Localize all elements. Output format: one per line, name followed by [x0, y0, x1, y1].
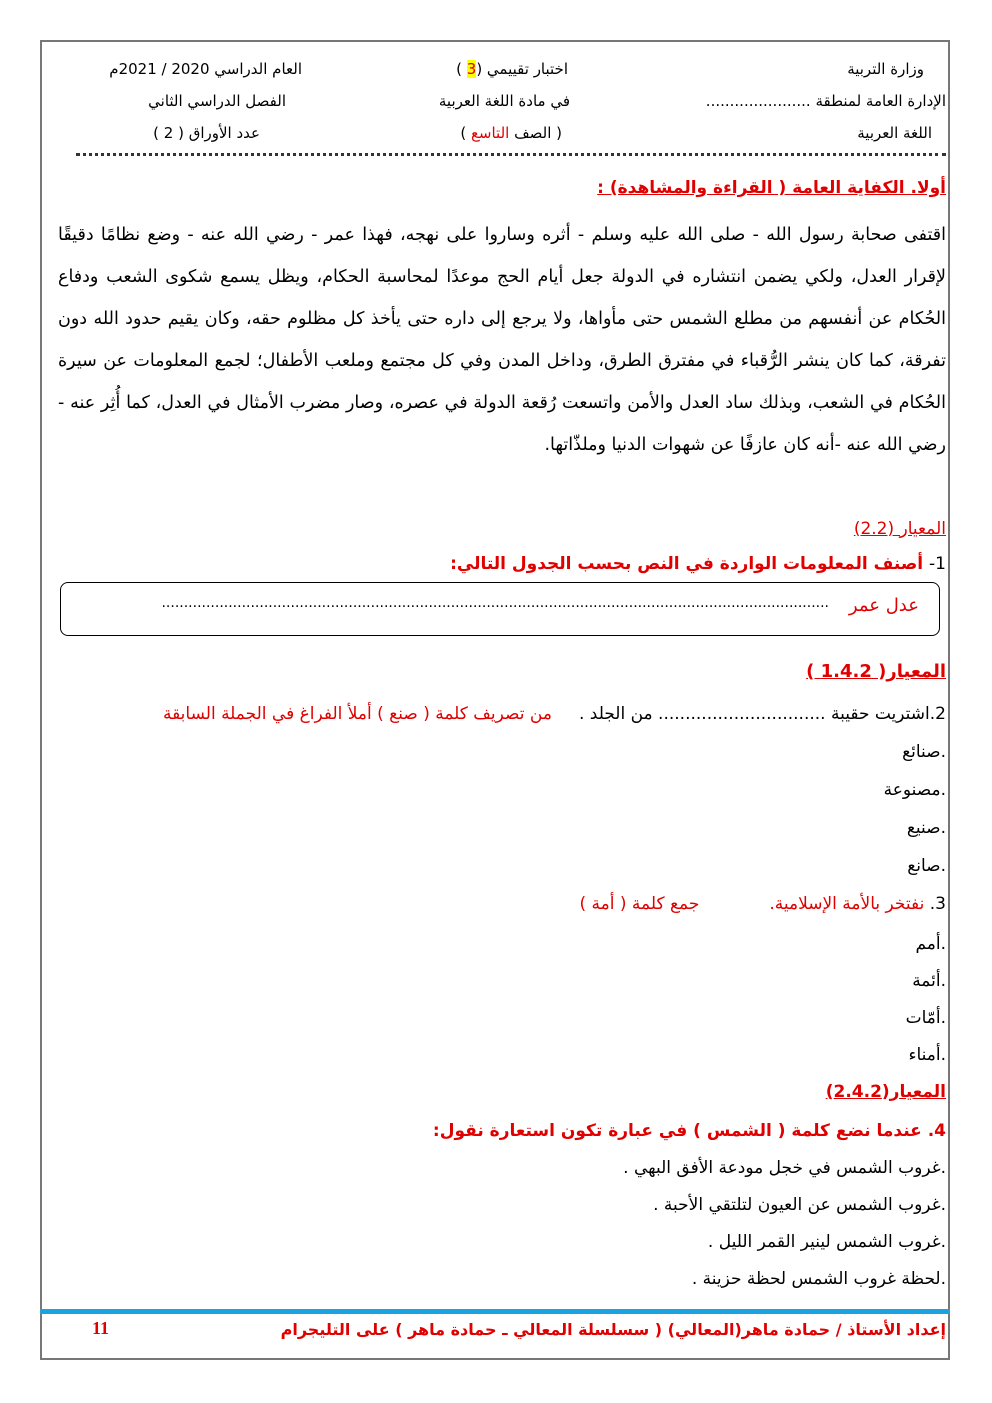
header-divider [76, 153, 946, 156]
grade-prefix: ( الصف [509, 124, 562, 142]
footer-divider [40, 1309, 950, 1314]
q2-instruction: من تصريف كلمة ( صنع ) أملأ الفراغ في الجملة السابقة [162, 704, 552, 724]
page-number: 11 [92, 1318, 110, 1338]
test-title-prefix: اختبار تقييمي ( [476, 60, 568, 78]
q2-text: 2.اشتريت حقيبة ............................... من الجلد . [578, 704, 946, 724]
q4-option[interactable]: .غروب الشمس لينير القمر الليل . [707, 1232, 946, 1252]
test-title [456, 59, 568, 79]
page-count: عدد الأوراق ( 2 ) [153, 124, 260, 142]
q3-option[interactable]: .أمّات [905, 1008, 946, 1028]
q1-number: 1- [929, 554, 946, 574]
q3-question [579, 892, 946, 916]
q1-text: أصنف المعلومات الواردة في النص بحسب الجدول التالي: [450, 554, 924, 574]
q1-standard: المعيار (2.2) [853, 519, 946, 539]
q2-standard: المعيار( 1.4.2 ) [806, 661, 946, 682]
q4-standard: المعيار(2.4.2) [825, 1082, 946, 1102]
q3-number: 3. [929, 894, 946, 914]
q1-answer-box[interactable] [60, 582, 940, 636]
test-number: 3 [466, 60, 477, 78]
q4-option[interactable]: .لحظة غروب الشمس لحظة حزينة . [691, 1269, 946, 1289]
subject-name: اللغة العربية [857, 124, 932, 142]
q3-option[interactable]: .أمناء [908, 1045, 946, 1065]
q2-question [163, 702, 946, 726]
grade [460, 123, 562, 143]
ministry: وزارة التربية [847, 60, 924, 78]
q1-question [450, 552, 946, 576]
q4-question: 4. عندما نضع كلمة ( الشمس ) في عبارة تكون استعارة نقول: [432, 1121, 946, 1141]
q3-instruction: جمع كلمة ( أمة ) [579, 894, 700, 914]
academic-year: العام الدراسي 2020 / 2021م [109, 60, 302, 78]
q1-answer-label: عدل عمر [848, 595, 919, 616]
semester: الفصل الدراسي الثاني [148, 92, 286, 110]
grade-value: التاسع [470, 124, 510, 142]
test-title-suffix: ) [456, 60, 467, 78]
q4-option[interactable]: .غروب الشمس عن العيون لتلتقي الأحبة . [653, 1195, 946, 1215]
q3-option[interactable]: .أئمة [912, 971, 946, 991]
administration: الإدارة العامة لمنطقة ...................... [705, 92, 946, 110]
q3-text: نفتخر بالأمة الإسلامية. [769, 894, 925, 914]
q2-option[interactable]: .صانع [907, 856, 946, 876]
q2-option[interactable]: .مصنوعة [883, 780, 946, 800]
q2-option[interactable]: .صنائع [902, 742, 946, 762]
grade-suffix: ) [460, 124, 471, 142]
q3-option[interactable]: .أمم [915, 934, 946, 954]
q4-option[interactable]: .غروب الشمس في خجل مودعة الأفق البهي . [623, 1158, 946, 1178]
test-subject: في مادة اللغة العربية [438, 92, 570, 110]
q1-answer-field[interactable]: ...................................................................................................................................................... [161, 595, 829, 611]
reading-passage: اقتفى صحابة رسول الله - صلى الله عليه وسلم - أثره وساروا على نهجه، فهذا عمر - رضي الله عنه - وضع نظامًا دقيقًا لإقرار العدل، ولكي يضمن انتشاره في الدولة جعل أيام الحج موعدًا لمحاسبة الحكام، ويظل يسمع شكوى الشعب ودفاع الحُكام عن أنفسهم من مطلع الشمس حتى مأواها، ولا يرجع إلى داره حتى يأخذ كل مظلوم حقه، وكان يقيم حدود الله دون تفرقة، كما كان ينشر الرُّقباء في مفترق الطرق، وداخل المدن وفي كل مجتمع وملعب الأطفال؛ لجمع المعلومات عن سيرة الحُكام في الشعب، وبذلك ساد العدل والأمن واتسعت رُقعة الدولة في عصره، وصار مضرب الأمثال في العدل، كما أُثِر عنه - رضي الله عنه -أنه كان عازفًا عن شهوات الدنيا وملذّاتها. [58, 225, 946, 455]
footer-credit: إعداد الأستاذ / حمادة ماهر(المعالي) ( سسلسلة المعالي ـ حمادة ماهر ) على التليجرام [280, 1320, 946, 1339]
q2-option[interactable]: .صنيع [906, 818, 946, 838]
section-title: أولا. الكفاية العامة ( القراءة والمشاهدة) : [597, 178, 946, 198]
